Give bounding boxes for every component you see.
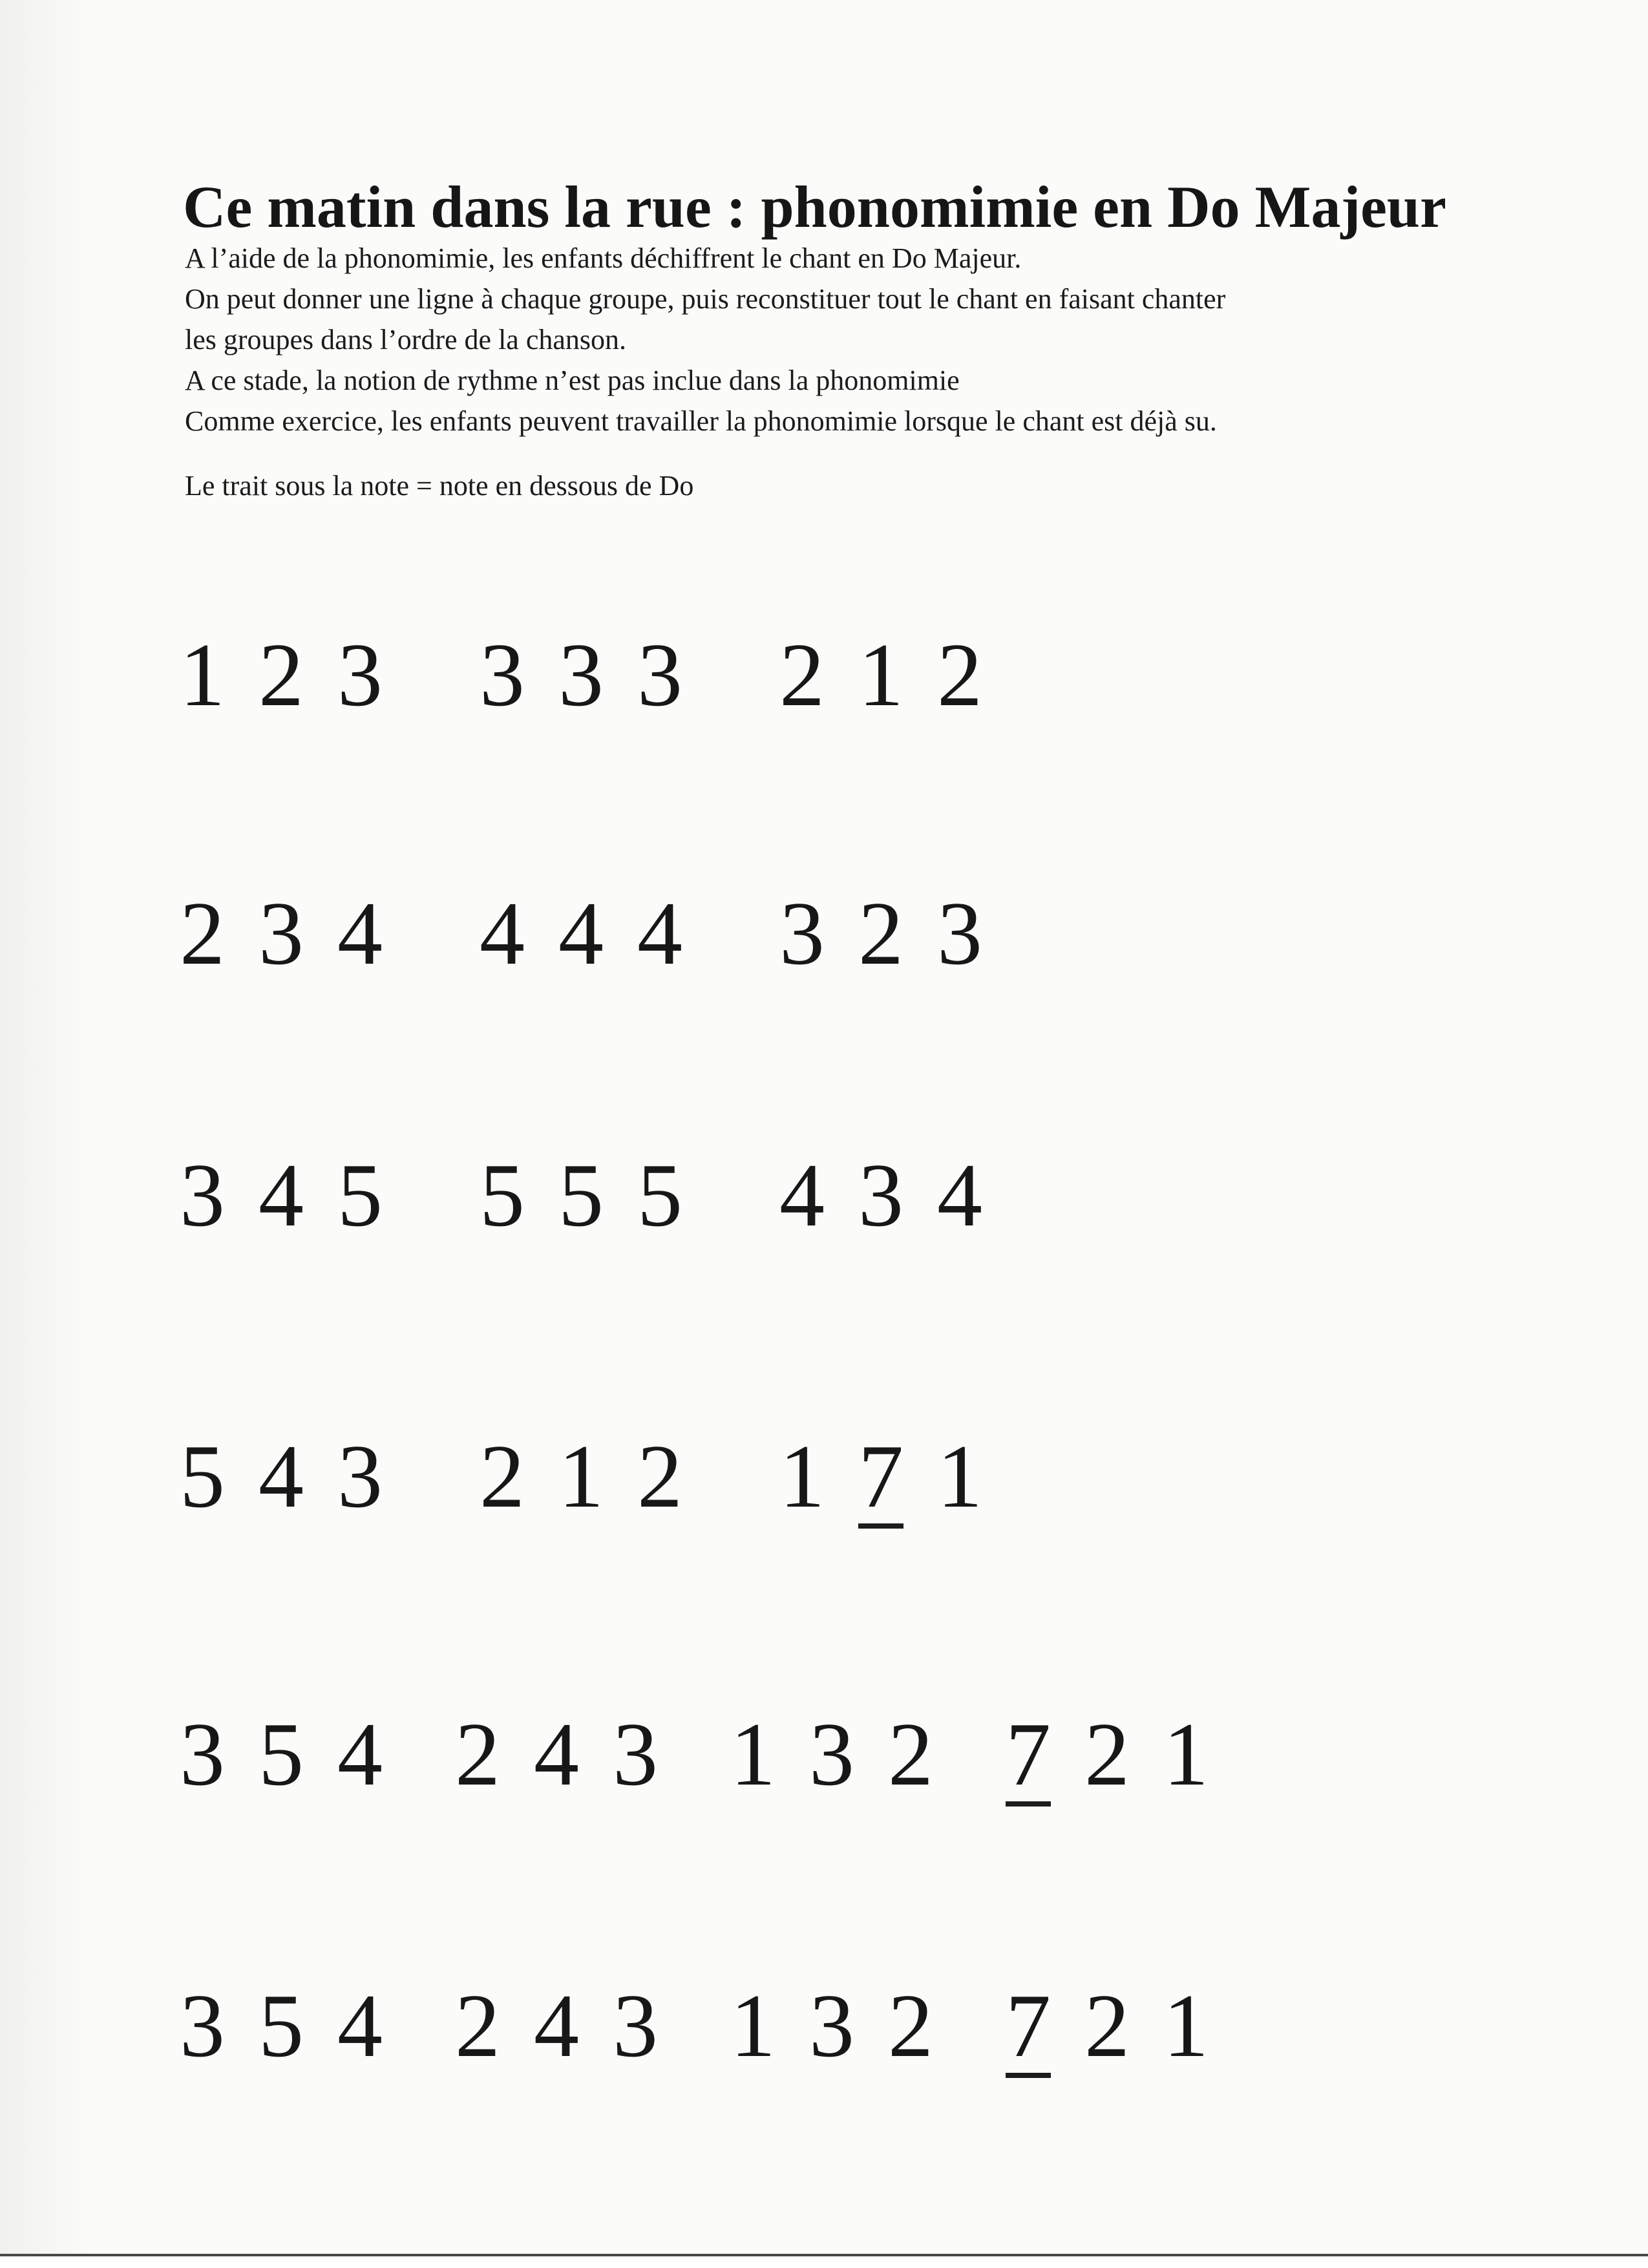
note: 1 xyxy=(730,1704,776,1805)
note-group xyxy=(180,625,383,725)
note-below-do: 7 xyxy=(1006,1710,1051,1807)
note: 5 xyxy=(637,1145,682,1245)
note: 5 xyxy=(337,1145,383,1245)
note: 5 xyxy=(259,1976,304,2076)
note: 5 xyxy=(180,1426,225,1527)
note: 4 xyxy=(558,884,604,984)
note: 4 xyxy=(534,1704,579,1805)
note: 2 xyxy=(1084,1976,1130,2076)
note: 3 xyxy=(180,1704,225,1805)
note: 3 xyxy=(613,1976,658,2076)
note-group xyxy=(1006,1704,1209,1807)
legend-line: Le trait sous la note = note en dessous de Do xyxy=(185,470,694,502)
note: 3 xyxy=(558,625,604,725)
note: 1 xyxy=(858,625,903,725)
note: 2 xyxy=(637,1426,682,1527)
note-below-do: 7 xyxy=(1006,1981,1051,2078)
note: 2 xyxy=(779,625,825,725)
note-group xyxy=(180,884,383,984)
intro-line: On peut donner une ligne à chaque groupe, puis reconstituer tout le chant en faisant chanter xyxy=(185,283,1226,315)
note-group xyxy=(730,1704,933,1805)
note: 4 xyxy=(937,1145,982,1245)
note: 3 xyxy=(180,1145,225,1245)
note-group xyxy=(180,1145,383,1245)
note: 2 xyxy=(937,625,982,725)
note: 4 xyxy=(337,1976,383,2076)
note: 3 xyxy=(809,1704,854,1805)
chant-row xyxy=(180,1145,982,1245)
chant-row xyxy=(180,884,982,984)
note: 3 xyxy=(637,625,682,725)
note: 4 xyxy=(259,1145,304,1245)
note-group xyxy=(480,625,682,725)
note: 4 xyxy=(779,1145,825,1245)
note: 5 xyxy=(480,1145,525,1245)
note: 1 xyxy=(730,1976,776,2076)
note-group xyxy=(1006,1976,1209,2078)
note: 3 xyxy=(180,1976,225,2076)
note-below-do: 7 xyxy=(858,1432,903,1529)
chant-row xyxy=(180,1976,1209,2078)
note: 2 xyxy=(858,884,903,984)
note: 3 xyxy=(337,625,383,725)
note: 5 xyxy=(558,1145,604,1245)
note: 4 xyxy=(337,884,383,984)
note: 2 xyxy=(1084,1704,1130,1805)
note: 3 xyxy=(259,884,304,984)
note: 2 xyxy=(259,625,304,725)
note: 1 xyxy=(180,625,225,725)
note: 3 xyxy=(779,884,825,984)
note: 1 xyxy=(937,1426,982,1527)
chant-row xyxy=(180,1426,982,1529)
note: 4 xyxy=(534,1976,579,2076)
note-group xyxy=(480,884,682,984)
note: 3 xyxy=(480,625,525,725)
note: 2 xyxy=(455,1704,500,1805)
note: 3 xyxy=(613,1704,658,1805)
note: 4 xyxy=(337,1704,383,1805)
intro-line: les groupes dans l’ordre de la chanson. xyxy=(185,324,627,355)
note-group xyxy=(779,625,982,725)
note: 1 xyxy=(1163,1704,1209,1805)
note: 3 xyxy=(937,884,982,984)
note-group xyxy=(480,1426,682,1527)
note: 2 xyxy=(455,1976,500,2076)
note: 4 xyxy=(480,884,525,984)
note: 2 xyxy=(888,1704,933,1805)
note-group xyxy=(180,1426,383,1527)
note: 1 xyxy=(558,1426,604,1527)
note-group xyxy=(455,1976,658,2076)
note-group xyxy=(779,1145,982,1245)
note: 1 xyxy=(1163,1976,1209,2076)
note-group xyxy=(480,1145,682,1245)
note-group xyxy=(779,884,982,984)
note-group xyxy=(180,1704,383,1805)
note: 4 xyxy=(259,1426,304,1527)
note: 3 xyxy=(858,1145,903,1245)
chant-row xyxy=(180,625,982,725)
note: 2 xyxy=(480,1426,525,1527)
note: 5 xyxy=(259,1704,304,1805)
note: 3 xyxy=(809,1976,854,2076)
note-group xyxy=(455,1704,658,1805)
note: 4 xyxy=(637,884,682,984)
chant-row xyxy=(180,1704,1209,1807)
page-title: Ce matin dans la rue : phonomimie en Do Majeur xyxy=(183,173,1446,240)
scan-edge-below xyxy=(0,2256,1648,2268)
note-group xyxy=(779,1426,982,1529)
note: 1 xyxy=(779,1426,825,1527)
note-group xyxy=(180,1976,383,2076)
note: 3 xyxy=(337,1426,383,1527)
note: 2 xyxy=(888,1976,933,2076)
note: 2 xyxy=(180,884,225,984)
intro-line: Comme exercice, les enfants peuvent travailler la phonomimie lorsque le chant est déjà su. xyxy=(185,405,1217,437)
note-group xyxy=(730,1976,933,2076)
intro-line: A ce stade, la notion de rythme n’est pas inclue dans la phonomimie xyxy=(185,365,960,396)
intro-line: A l’aide de la phonomimie, les enfants déchiffrent le chant en Do Majeur. xyxy=(185,242,1022,274)
